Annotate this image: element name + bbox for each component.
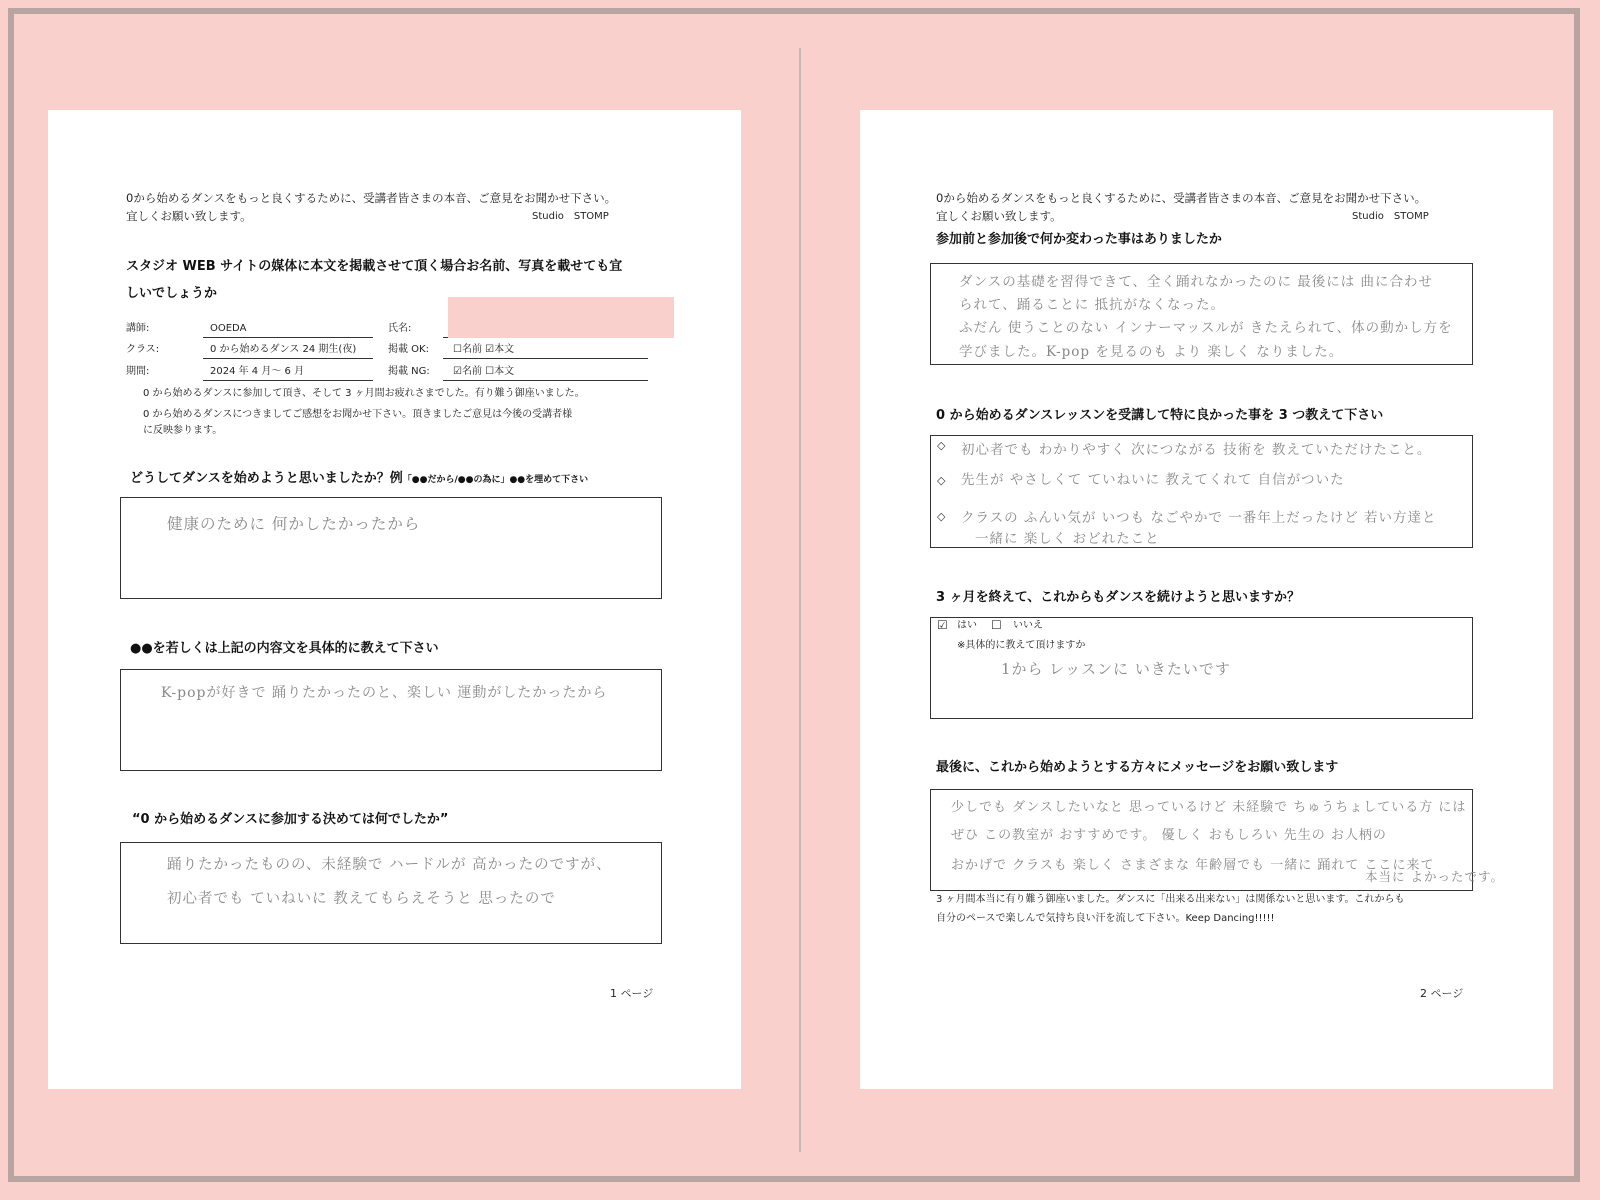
page-number: 2 ページ xyxy=(1420,987,1464,1000)
q6-answer: 1から レッスンに いきたいです xyxy=(1001,660,1231,678)
q1-question xyxy=(130,467,588,486)
studio-name: Studio STOMP xyxy=(532,211,609,222)
period-underline xyxy=(203,380,373,381)
name-label: 氏名: xyxy=(388,323,412,334)
checked-box-icon: ☑ xyxy=(937,618,948,632)
publish-ok-underline xyxy=(443,358,648,359)
q5-item-3-line-2: 一緒に 楽しく おどれたこと xyxy=(975,531,1160,547)
q6-note: ※具体的に教えて頂けますか xyxy=(957,640,1086,651)
q4-answer-line-4: 学びました。K-pop を見るのも より 楽しく なりました。 xyxy=(959,344,1344,360)
q5-answer-box xyxy=(930,435,1473,548)
closing-line-1: 3 ヶ月間本当に有り難う御座いました。ダンスに「出来る出来ない」は関係ないと思います。これからも xyxy=(936,894,1405,905)
class-value: 0 から始めるダンス 24 期生(夜) xyxy=(210,344,357,355)
q7-question: 最後に、これから始めようとする方々にメッセージをお願い致します xyxy=(936,760,1339,775)
q6-answer-box xyxy=(930,617,1473,719)
q4-answer-line-3: ふだん 使うことのない インナーマッスルが きたえられて、体の動かし方を xyxy=(959,320,1453,336)
thanks-line-3: に反映参ります。 xyxy=(143,425,223,436)
survey-page-2 xyxy=(860,110,1553,1089)
q3-answer-box xyxy=(120,842,662,944)
thanks-line-1: 0 から始めるダンスに参加して頂き、そして 3 ヶ月間お疲れさまでした。有り難う御座いました。 xyxy=(143,388,585,399)
publish-ok-value: ☐名前 ☑本文 xyxy=(453,344,515,355)
q1-question-text: どうしてダンスを始めようと思いましたか？例 xyxy=(130,471,403,486)
diamond-bullet-icon: ◇ xyxy=(937,510,946,523)
publish-ng-label: 掲載 NG: xyxy=(388,366,430,377)
q3-answer-line-2: 初心者でも ていねいに 教えてもらえそうと 思ったので xyxy=(167,891,556,907)
q7-answer-line-2: ぜひ この教室が おすすめです。 優しく おもしろい 先生の お人柄の xyxy=(951,828,1387,843)
q5-question: 0 から始めるダンスレッスンを受講して特に良かった事を 3 つ教えて下さい xyxy=(936,408,1384,423)
unchecked-box-icon: ☐ xyxy=(991,618,1002,632)
q2-question: ●●を若しくは上記の内容文を具体的に教えて下さい xyxy=(130,641,439,656)
publish-question-line-2: しいでしょうか xyxy=(126,286,218,301)
q5-item-1: 初心者でも わかりやすく 次につながる 技術を 教えていただけたこと。 xyxy=(961,442,1432,458)
closing-line-2: 自分のペースで楽しんで気持ち良い汗を流して下さい。Keep Dancing!!!!! xyxy=(936,913,1275,924)
diamond-bullet-icon: ◇ xyxy=(937,474,946,487)
q6-no-label: いいえ xyxy=(1013,620,1043,631)
period-label: 期間: xyxy=(126,366,150,377)
q1-answer-box xyxy=(120,497,662,599)
q1-answer: 健康のために 何かしたかったから xyxy=(167,515,421,533)
redacted-name xyxy=(448,297,674,338)
q2-answer-box xyxy=(120,669,662,771)
publish-question-line-1: スタジオ WEB サイトの媒体に本文を掲載させて頂く場合お名前、写真を載せても宜 xyxy=(126,259,623,274)
q6-question: 3 ヶ月を終えて、これからもダンスを続けようと思いますか？ xyxy=(936,590,1301,605)
q7-answer-line-1: 少しでも ダンスしたいなと 思っているけど 未経験で ちゅうちょしている方 には xyxy=(951,800,1467,815)
publish-ng-value: ☑名前 ☐本文 xyxy=(453,366,515,377)
instructor-underline xyxy=(203,337,373,338)
q2-answer: K-popが好きで 踊りたかったのと、楽しい 運動がしたかったから xyxy=(161,685,608,701)
class-label: クラス: xyxy=(126,344,160,355)
q7-answer-line-4: 本当に よかったです。 xyxy=(1365,869,1504,884)
survey-page-1 xyxy=(48,110,741,1089)
q1-question-note: 「●●だから/●●の為に」●●を埋めて下さい xyxy=(402,475,589,485)
publish-ng-underline xyxy=(443,380,648,381)
q4-answer-box xyxy=(930,263,1473,365)
q4-question: 参加前と参加後で何か変わった事はありましたか xyxy=(936,232,1222,247)
q7-answer-line-3: おかげで クラスも 楽しく さまざまな 年齢層でも 一緒に 踊れて ここに来て xyxy=(951,858,1435,873)
q3-question: “0 から始めるダンスに参加する決めては何でしたか” xyxy=(132,812,449,827)
intro-line-1: 0から始めるダンスをもっと良くするために、受講者皆さまの本音、ご意見をお聞かせ下さい。 xyxy=(126,191,617,205)
period-value: 2024 年 4 月～ 6 月 xyxy=(210,366,305,377)
class-underline xyxy=(203,358,373,359)
thanks-line-2: 0 から始めるダンスにつきましてご感想をお聞かせ下さい。頂きましたご意見は今後の受講者様 xyxy=(143,409,573,420)
publish-ok-label: 掲載 OK: xyxy=(388,344,429,355)
studio-name: Studio STOMP xyxy=(1352,211,1429,222)
q3-answer-line-1: 踊りたかったものの、未経験で ハードルが 高かったのですが、 xyxy=(167,857,612,873)
q6-yes-label: はい xyxy=(957,620,977,631)
page-number: 1 ページ xyxy=(610,987,654,1000)
q4-answer-line-1: ダンスの基礎を習得できて、全く踊れなかったのに 最後には 曲に合わせ xyxy=(959,274,1434,290)
intro-line-1: 0から始めるダンスをもっと良くするために、受講者皆さまの本音、ご意見をお聞かせ下さい。 xyxy=(936,191,1427,205)
instructor-value: OOEDA xyxy=(210,323,247,334)
diamond-bullet-icon: ◇ xyxy=(937,439,946,452)
intro-line-2: 宜しくお願い致します。 xyxy=(936,209,1062,223)
instructor-label: 講師: xyxy=(126,323,150,334)
intro-line-2: 宜しくお願い致します。 xyxy=(126,209,252,223)
q5-item-2: 先生が やさしくて ていねいに 教えてくれて 自信がついた xyxy=(961,472,1345,488)
q4-answer-line-2: られて、踊ることに 抵抗がなくなった。 xyxy=(959,297,1226,313)
center-divider xyxy=(799,48,801,1152)
q5-item-3: クラスの ふんい気が いつも なごやかで 一番年上だったけど 若い方達と xyxy=(961,510,1437,526)
